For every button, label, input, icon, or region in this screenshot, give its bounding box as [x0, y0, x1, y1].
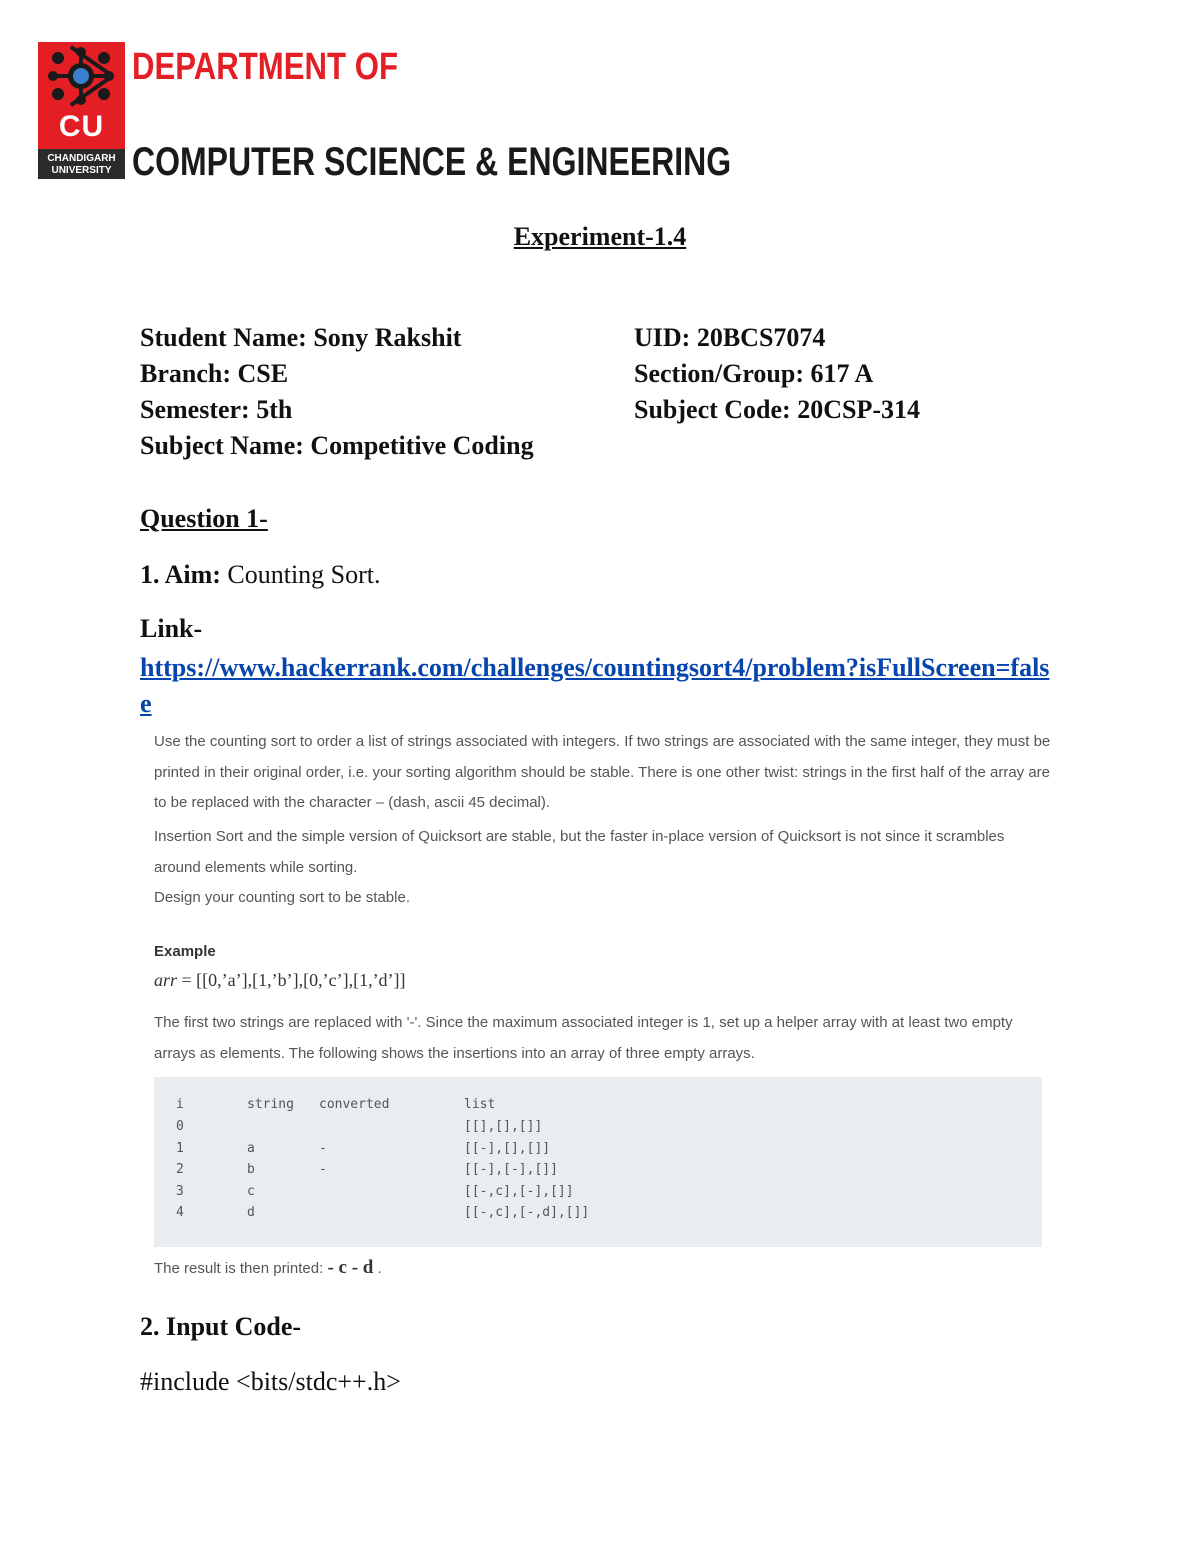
aim-label: 1. Aim:: [140, 560, 221, 589]
university-logo: [38, 42, 125, 179]
cell-list: [[-,c],[-],[]]: [464, 1183, 574, 1199]
cell-i: 0: [176, 1119, 184, 1134]
department-subtitle: COMPUTER SCIENCE & ENGINEERING: [132, 140, 732, 184]
problem-paragraph-2: Insertion Sort and the simple version of Quicksort are stable, but the faster in-place version of Quicksort is not since it scrambles around elements while sorting.: [154, 828, 1005, 876]
example-array: [154, 970, 1054, 991]
table-row: [154, 1119, 1042, 1141]
gear-emblem-icon: [38, 42, 125, 112]
section-group: Section/Group: 617 A: [634, 359, 874, 388]
uid: UID: 20BCS7074: [634, 323, 826, 352]
table-row: [154, 1184, 1042, 1206]
input-code-heading: 2. Input Code-: [140, 1312, 302, 1341]
header-converted: converted: [319, 1097, 390, 1112]
result-text: [154, 1257, 382, 1279]
link-label: Link-: [140, 614, 203, 643]
cell-i: 2: [176, 1162, 184, 1177]
cell-list: [[],[],[]]: [464, 1119, 543, 1134]
cell-list: [[-],[-],[]]: [464, 1162, 558, 1177]
semester: Semester: 5th: [140, 395, 293, 424]
header-string: string: [247, 1097, 294, 1112]
cell-i: 1: [176, 1140, 184, 1156]
logo-subtext: CHANDIGARH UNIVERSITY: [38, 149, 125, 179]
student-info-left: [140, 320, 534, 464]
department-title: DEPARTMENT OF: [132, 46, 399, 88]
table-row: [154, 1162, 1042, 1184]
arr-variable: arr: [154, 970, 178, 990]
result-suffix: .: [373, 1260, 382, 1277]
cell-list: [[-],[],[]]: [464, 1140, 551, 1156]
arr-value: = [[0,’a’],[1,’b’],[0,’c’],[1,’d’]]: [177, 970, 406, 990]
header-i: i: [176, 1097, 184, 1112]
code-line: #include <bits/stdc++.h>: [140, 1367, 401, 1396]
subject-name: Subject Name: Competitive Coding: [140, 431, 534, 460]
cell-string: c: [247, 1183, 255, 1199]
example-heading: Example: [154, 943, 216, 960]
student-name: Student Name: Sony Rakshit: [140, 323, 462, 352]
example-table: [154, 1077, 1042, 1247]
subject-code: Subject Code: 20CSP-314: [634, 395, 920, 424]
cell-string: d: [247, 1205, 255, 1220]
question-heading: Question 1-: [140, 504, 268, 533]
cell-string: b: [247, 1162, 255, 1177]
logo-text: CU: [58, 110, 105, 143]
experiment-title: Experiment-1.4: [513, 222, 687, 251]
student-info-right: [634, 320, 920, 428]
cell-list: [[-,c],[-,d],[]]: [464, 1205, 590, 1220]
cell-converted: -: [319, 1140, 327, 1156]
header-list: list: [464, 1097, 496, 1112]
cell-i: 4: [176, 1205, 184, 1220]
aim: [140, 560, 381, 590]
result-value: - c - d: [327, 1257, 374, 1278]
table-header: [154, 1097, 1042, 1119]
problem-paragraph-3: Design your counting sort to be stable.: [154, 889, 410, 906]
table-row: [154, 1205, 1042, 1227]
cell-converted: -: [319, 1162, 327, 1177]
problem-paragraph-1: Use the counting sort to order a list of strings associated with integers. If two strings are associated with the same integer, they must be printed in their original order, i.e. your sorting algorithm should be stable. There is one other twist: strings in the first half of the array are to be replaced with the character – (dash, ascii 45 decimal).: [154, 733, 1051, 811]
problem-paragraph-4: The first two strings are replaced with '-'. Since the maximum associated integer is 1, set up a helper array with at least two empty arrays as elements. The following shows the insertions into an array of three empty arrays.: [154, 1014, 1013, 1062]
cell-string: a: [247, 1140, 255, 1156]
result-prefix: The result is then printed:: [154, 1260, 328, 1277]
aim-text: Counting Sort.: [220, 560, 381, 589]
problem-link[interactable]: https://www.hackerrank.com/challenges/countingsort4/problem?isFullScreen=false: [140, 653, 1050, 718]
branch: Branch: CSE: [140, 359, 289, 388]
table-row: [154, 1141, 1042, 1163]
cell-i: 3: [176, 1183, 184, 1199]
